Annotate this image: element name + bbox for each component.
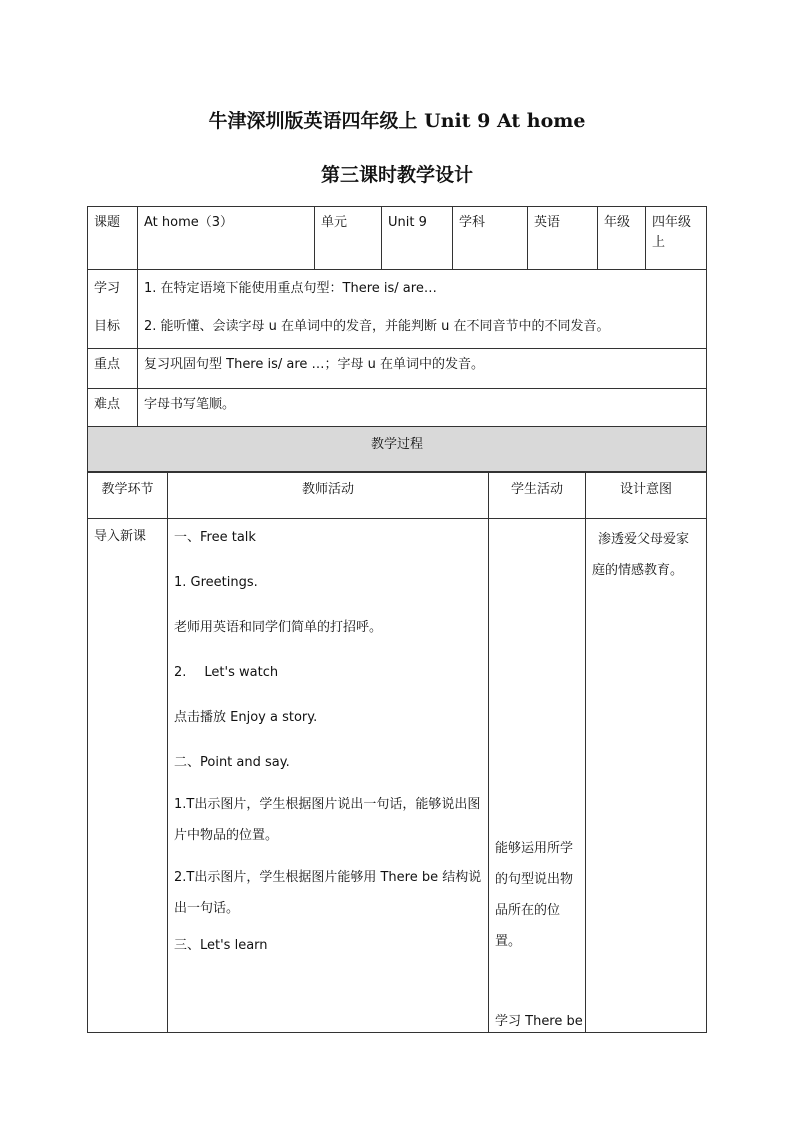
key-label: 重点: [88, 349, 138, 389]
teacher-step-2: 1. Greetings.: [174, 575, 258, 590]
subject-label: 学科: [453, 207, 528, 270]
grade-label: 年级: [598, 207, 646, 270]
col-header-intent: 设计意图: [586, 473, 707, 519]
grade-value: 四年级上: [646, 207, 707, 270]
student-activity-1: 能够运用所学的句型说出物品所在的位置。: [495, 841, 574, 949]
unit-value: Unit 9: [382, 207, 453, 270]
document-subtitle: 第三课时教学设计: [320, 164, 473, 186]
process-table: [87, 472, 707, 1033]
key-value: 复习巩固句型 There is/ are …；字母 u 在单词中的发音。: [138, 349, 707, 389]
design-intent-cell: [586, 519, 707, 1033]
info-row-key: [88, 349, 707, 389]
teacher-step-6: 二、Point and say.: [174, 755, 290, 770]
topic-label: 课题: [88, 207, 138, 270]
process-row-intro: [88, 519, 707, 1033]
student-activity-cell: [489, 519, 586, 1033]
teacher-activity-cell: [168, 519, 489, 1033]
difficulty-label: 难点: [88, 389, 138, 427]
goals-label: 学习目标: [88, 270, 138, 349]
teacher-step-4-number: 2.: [174, 665, 187, 680]
goals-value: [138, 270, 707, 349]
subject-value: 英语: [528, 207, 598, 270]
student-activity-2: 学习 There be: [495, 1014, 583, 1029]
col-header-stage: 教学环节: [88, 473, 168, 519]
goal-1: 1. 在特定语境下能使用重点句型：There is/ are…: [144, 281, 437, 296]
document-title: 牛津深圳版英语四年级上 Unit 9 At home: [208, 110, 586, 132]
process-label: 教学过程: [88, 427, 707, 472]
process-columns-row: [88, 473, 707, 519]
stage-cell: 导入新课: [88, 519, 168, 1033]
teacher-step-5: 点击播放 Enjoy a story.: [174, 710, 318, 725]
col-header-teacher: 教师活动: [168, 473, 489, 519]
difficulty-value: 字母书写笔顺。: [138, 389, 707, 427]
goal-2: 2. 能听懂、会读字母 u 在单词中的发音，并能判断 u 在不同音节中的不同发音。: [144, 319, 610, 334]
topic-value: At home（3）: [138, 207, 315, 270]
info-row-goals: [88, 270, 707, 349]
lesson-info-table: [87, 206, 707, 472]
process-header-row: [88, 427, 707, 472]
teacher-step-1: 一、Free talk: [174, 530, 256, 545]
unit-label: 单元: [315, 207, 382, 270]
teacher-step-9: 三、Let's learn: [174, 938, 268, 953]
teacher-step-4: [174, 662, 482, 683]
teacher-step-7: 1.T出示图片，学生根据图片说出一句话，能够说出图片中物品的位置。: [174, 797, 481, 843]
teacher-step-8: 2.T出示图片，学生根据图片能够用 There be 结构说出一句话。: [174, 870, 482, 916]
design-intent: 渗透爱父母爱家庭的情感教育。: [592, 532, 690, 578]
info-row-difficulty: [88, 389, 707, 427]
teacher-step-3: 老师用英语和同学们简单的打招呼。: [174, 620, 383, 635]
info-row-topic: [88, 207, 707, 270]
teacher-step-4-text: Let's watch: [204, 665, 279, 680]
col-header-student: 学生活动: [489, 473, 586, 519]
